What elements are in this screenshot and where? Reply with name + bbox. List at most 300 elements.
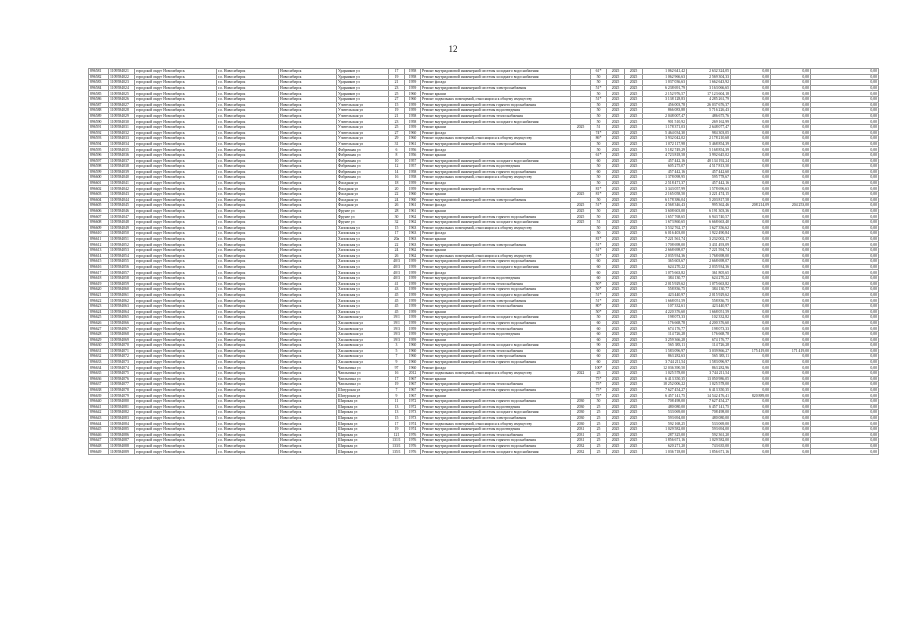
table-cell: 1 062 641,42	[643, 69, 687, 75]
table-cell: 114 726,28	[687, 343, 731, 349]
table-cell: 1 583 096,97	[643, 348, 687, 354]
table-cell: городской округ Новосибирск	[135, 281, 217, 287]
table-cell: 2025	[625, 242, 643, 248]
table-cell: Новосибирск	[279, 393, 337, 399]
table-cell: 1109584044	[109, 197, 135, 203]
table-cell: 0,00	[731, 197, 771, 203]
table-cell: 31	[389, 141, 405, 147]
table-cell: 60	[591, 359, 607, 365]
table-cell: Хасановская ул	[337, 337, 389, 343]
table-cell: Широкая ул	[337, 449, 389, 455]
table-cell: 1109584027	[109, 102, 135, 108]
table-cell: Ремонт внутридомовой инженерной системы электроснабжения	[421, 242, 571, 248]
table-cell: 75*	[591, 387, 607, 393]
table-cell: 0,00	[811, 186, 879, 192]
table-cell: Хилокская ул	[337, 287, 389, 293]
table-cell: 1959	[405, 264, 421, 270]
table-cell: 0,00	[731, 382, 771, 388]
table-cell: 984 303,05	[687, 130, 731, 136]
table-cell: 2025	[625, 225, 643, 231]
table-cell: 21	[389, 80, 405, 86]
table-cell: 2030	[571, 399, 591, 405]
table-cell: 81*	[591, 186, 607, 192]
table-cell: Шатурская ул	[337, 387, 389, 393]
table-cell: 51*	[591, 298, 607, 304]
table-cell: Ремонт внутридомовой инженерной системы горячего водоснабжения	[421, 387, 571, 393]
table-cell: 1109584043	[109, 192, 135, 198]
table-cell: 1957	[405, 164, 421, 170]
table-cell: Новосибирск	[279, 387, 337, 393]
table-cell: 0,00	[771, 421, 811, 427]
table-cell: 0,00	[811, 175, 879, 181]
table-cell: г.о. Новосибирск	[217, 343, 279, 349]
table-cell: 5 464 034,30	[643, 130, 687, 136]
table-cell: Ремонт внутридомовой инженерной системы водоотведения	[421, 108, 571, 114]
table-cell: городской округ Новосибирск	[135, 331, 217, 337]
table-cell: г.о. Новосибирск	[217, 236, 279, 242]
table-cell: городской округ Новосибирск	[135, 432, 217, 438]
table-cell: 674 176,77	[687, 337, 731, 343]
table-cell: Ремонт фасада	[421, 180, 571, 186]
table-cell: Новосибирск	[279, 113, 337, 119]
table-cell: 1109584076	[109, 376, 135, 382]
table-cell: 13	[389, 410, 405, 416]
table-cell: 25	[591, 410, 607, 416]
table-cell: 2025	[625, 214, 643, 220]
table-cell: 0,00	[811, 164, 879, 170]
table-cell: 2025	[625, 331, 643, 337]
table-cell: Новосибирск	[279, 376, 337, 382]
table-cell: 2030	[571, 410, 591, 416]
table-cell: 0,00	[731, 270, 771, 276]
table-cell: городской округ Новосибирск	[135, 242, 217, 248]
table-cell: 6 238 691,79	[643, 85, 687, 91]
table-cell: Ударников ул	[337, 91, 389, 97]
table-cell: 1109584069	[109, 337, 135, 343]
table-cell: Ремонт крыши	[421, 337, 571, 343]
table-cell: г.о. Новосибирск	[217, 85, 279, 91]
table-cell: 0,00	[731, 449, 771, 455]
table-cell: 175 419,00	[731, 348, 771, 354]
table-cell: 2025	[625, 270, 643, 276]
table-cell: 0,00	[771, 119, 811, 125]
table-cell: 896646	[89, 432, 109, 438]
table-cell: 0,00	[731, 415, 771, 421]
table-cell: 1967	[405, 393, 421, 399]
table-cell: 0,00	[731, 275, 771, 281]
table-cell: 8	[389, 152, 405, 158]
table-cell: 61*	[591, 69, 607, 75]
table-cell: 51*	[591, 85, 607, 91]
table-cell: 3 259 366,28	[643, 337, 687, 343]
table-cell: 896623	[89, 303, 109, 309]
table-cell: Хилокская ул	[337, 242, 389, 248]
table-cell: Новосибирск	[279, 248, 337, 254]
table-cell: Фрунзе ул	[337, 214, 389, 220]
table-cell: г.о. Новосибирск	[217, 80, 279, 86]
table-cell: 0,00	[771, 399, 811, 405]
table-cell: 25	[591, 371, 607, 377]
table-cell: 269 162,99	[687, 119, 731, 125]
table-cell: Новосибирск	[279, 348, 337, 354]
table-cell: 896638	[89, 387, 109, 393]
table-cell: 0,00	[811, 326, 879, 332]
table-cell: 0,00	[731, 354, 771, 360]
table-cell: г.о. Новосибирск	[217, 264, 279, 270]
table-cell: 896642	[89, 410, 109, 416]
table-cell: 896635	[89, 371, 109, 377]
table-cell: 2025	[607, 382, 625, 388]
table-cell: 2025	[625, 432, 643, 438]
table-cell: 896582	[89, 74, 109, 80]
table-cell: 1959	[405, 303, 421, 309]
table-cell: 3 343 057,99	[643, 186, 687, 192]
table-cell: 6 178 386,04	[643, 197, 687, 203]
table-cell: Новосибирск	[279, 359, 337, 365]
table-cell: Новосибирск	[279, 410, 337, 416]
table-cell: Новосибирск	[279, 320, 337, 326]
table-cell: Хасановская ул	[337, 343, 389, 349]
table-cell: 0,00	[731, 169, 771, 175]
table-cell: 1109584031	[109, 124, 135, 130]
table-cell: городской округ Новосибирск	[135, 443, 217, 449]
table-cell: 0,00	[811, 298, 879, 304]
table-cell: 896631	[89, 348, 109, 354]
table-cell: 1959	[405, 124, 421, 130]
table-cell: 0,00	[731, 91, 771, 97]
table-cell: г.о. Новосибирск	[217, 108, 279, 114]
table-cell: городской округ Новосибирск	[135, 348, 217, 354]
table-cell: 2025	[625, 387, 643, 393]
table-cell: 45	[389, 298, 405, 304]
table-cell: 1109584060	[109, 287, 135, 293]
table-cell: 0,00	[731, 427, 771, 433]
table-cell: 593 694,00	[687, 427, 731, 433]
table-cell: 0,00	[731, 96, 771, 102]
table-cell: Хилокская ул	[337, 298, 389, 304]
table-cell: 2025	[607, 119, 625, 125]
table-cell: 0,00	[811, 292, 879, 298]
table-cell: 1109584029	[109, 113, 135, 119]
table-cell: 0,00	[811, 410, 879, 416]
table-cell: Ударников ул	[337, 96, 389, 102]
table-cell: 896603	[89, 192, 109, 198]
table-cell: 743 635,00	[687, 443, 731, 449]
table-cell: 896620	[89, 287, 109, 293]
table-cell: 0,00	[771, 136, 811, 142]
table-cell: 624 270,22	[643, 264, 687, 270]
table-cell: 1109584057	[109, 270, 135, 276]
table-cell: Ремонт внутридомовой инженерной системы теплоснабжения	[421, 326, 571, 332]
table-cell: 896595	[89, 147, 109, 153]
table-cell: 45	[389, 292, 405, 298]
table-cell: 0,00	[771, 236, 811, 242]
table-cell: Ремонт внутридомовой инженерной системы холодного водоснабжения	[421, 449, 571, 455]
table-cell: г.о. Новосибирск	[217, 169, 279, 175]
table-cell: 43	[389, 287, 405, 293]
table-cell: 6	[389, 147, 405, 153]
table-cell: 2025	[607, 259, 625, 265]
table-cell: Новосибирск	[279, 371, 337, 377]
table-cell: 0,00	[731, 124, 771, 130]
table-cell: 1109584085	[109, 427, 135, 433]
table-cell: 1 662 643,92	[687, 80, 731, 86]
table-cell: 2025	[607, 136, 625, 142]
table-cell: Новосибирск	[279, 354, 337, 360]
table-cell: Ремонт фасада	[421, 231, 571, 237]
table-cell: 1 036 718,00	[643, 449, 687, 455]
table-cell: 1109584042	[109, 186, 135, 192]
table-cell: 0,00	[811, 270, 879, 276]
table-cell: 1109584058	[109, 275, 135, 281]
table-cell: городской округ Новосибирск	[135, 303, 217, 309]
table-cell: 81*	[591, 236, 607, 242]
table-cell: Новосибирск	[279, 365, 337, 371]
table-cell: 60	[591, 264, 607, 270]
table-cell: 75*	[591, 393, 607, 399]
table-cell: 2025	[625, 130, 643, 136]
table-cell: 2025	[625, 343, 643, 349]
table-cell: 0,00	[811, 147, 879, 153]
table-cell: Учительская ул	[337, 130, 389, 136]
table-cell: 1109584022	[109, 74, 135, 80]
table-cell: Ремонт крыши	[421, 248, 571, 254]
table-cell: городской округ Новосибирск	[135, 85, 217, 91]
table-cell: 2025	[607, 242, 625, 248]
table-cell: городской округ Новосибирск	[135, 175, 217, 181]
table-cell: Новосибирск	[279, 147, 337, 153]
table-cell: 2025	[607, 231, 625, 237]
table-cell: Ремонт внутридомовой инженерной системы горячего водоснабжения	[421, 259, 571, 265]
table-cell: 1960	[405, 197, 421, 203]
table-cell: Ремонт внутридомовой инженерной системы электроснабжения	[421, 141, 571, 147]
table-cell: 1109584045	[109, 203, 135, 209]
table-cell: 896619	[89, 281, 109, 287]
table-cell: 19	[389, 74, 405, 80]
table-cell: Новосибирск	[279, 298, 337, 304]
table-cell: 0,00	[811, 141, 879, 147]
table-cell: городской округ Новосибирск	[135, 225, 217, 231]
table-cell: Ремонт внутридомовой инженерной системы холодного водоснабжения	[421, 119, 571, 125]
table-cell: Новосибирск	[279, 427, 337, 433]
table-cell: 1959	[405, 281, 421, 287]
table-cell: 25	[389, 124, 405, 130]
table-cell: Ремонт крыши	[421, 309, 571, 315]
table-cell: Фабричная ул	[337, 164, 389, 170]
table-cell: 0,00	[771, 147, 811, 153]
table-cell: 0,00	[811, 399, 879, 405]
overhaul-program-table	[88, 68, 879, 455]
table-cell: 0,00	[771, 180, 811, 186]
table-cell: 0,00	[771, 393, 811, 399]
table-cell: 1109584086	[109, 432, 135, 438]
table-cell: 6 457 141,75	[643, 393, 687, 399]
table-cell: 2025	[625, 186, 643, 192]
table-cell: Новосибирск	[279, 80, 337, 86]
table-cell: г.о. Новосибирск	[217, 248, 279, 254]
table-cell: 0,00	[771, 248, 811, 254]
table-cell: Ремонт подвальных помещений, относящихся к общему имуществу	[421, 136, 571, 142]
table-cell: 0,00	[811, 113, 879, 119]
table-cell: Новосибирск	[279, 264, 337, 270]
table-cell: городской округ Новосибирск	[135, 382, 217, 388]
table-cell: 896600	[89, 175, 109, 181]
table-cell: Новосибирск	[279, 443, 337, 449]
table-cell: 2 035 934,36	[643, 253, 687, 259]
table-cell: Новосибирск	[279, 399, 337, 405]
table-cell: Ремонт внутридомовой инженерной системы теплоснабжения	[421, 382, 571, 388]
table-cell: 0,00	[731, 309, 771, 315]
table-cell: 2025	[607, 449, 625, 455]
table-cell: 593 694,00	[643, 415, 687, 421]
table-cell: Новосибирск	[279, 438, 337, 444]
table-cell: городской округ Новосибирск	[135, 354, 217, 360]
table-cell: 2025	[625, 264, 643, 270]
table-cell: 1972	[405, 399, 421, 405]
table-cell: Новосибирск	[279, 220, 337, 226]
table-cell: Ударников ул	[337, 85, 389, 91]
table-cell: 2025	[625, 259, 643, 265]
table-cell: 1109584089	[109, 449, 135, 455]
table-cell: 17	[389, 231, 405, 237]
table-cell: 0,00	[811, 119, 879, 125]
table-cell: 0,00	[811, 365, 879, 371]
table-cell: 2 035 934,36	[687, 264, 731, 270]
table-cell: 2025	[625, 96, 643, 102]
table-cell: г.о. Новосибирск	[217, 203, 279, 209]
table-cell: г.о. Новосибирск	[217, 303, 279, 309]
table-cell: 2032	[571, 443, 591, 449]
table-cell: городской округ Новосибирск	[135, 343, 217, 349]
table-cell: 0,00	[771, 225, 811, 231]
table-cell: 0,00	[811, 91, 879, 97]
table-cell: 1109584066	[109, 320, 135, 326]
table-cell: 3 232 002,17	[687, 236, 731, 242]
table-cell: 1957	[405, 158, 421, 164]
table-cell: 2025	[625, 449, 643, 455]
table-cell: 25	[591, 427, 607, 433]
table-cell: 2025	[625, 365, 643, 371]
table-cell: 0,00	[731, 136, 771, 142]
table-cell: 0,00	[731, 85, 771, 91]
table-cell: 896629	[89, 337, 109, 343]
table-cell: 1956	[405, 152, 421, 158]
table-cell: 896585	[89, 91, 109, 97]
table-cell: 2025	[607, 74, 625, 80]
table-cell: г.о. Новосибирск	[217, 259, 279, 265]
table-cell: г.о. Новосибирск	[217, 387, 279, 393]
table-cell: 2025	[625, 253, 643, 259]
table-cell: г.о. Новосибирск	[217, 410, 279, 416]
table-cell: 0,00	[811, 208, 879, 214]
table-cell: 708 498,00	[687, 410, 731, 416]
table-cell: 2 569 304,33	[687, 74, 731, 80]
table-cell: Учительская ул	[337, 102, 389, 108]
table-cell: Ремонт крыши	[421, 208, 571, 214]
table-cell: 0,00	[811, 281, 879, 287]
table-cell: 866 083,88	[643, 108, 687, 114]
table-cell: городской округ Новосибирск	[135, 376, 217, 382]
table-cell: 2025	[607, 169, 625, 175]
table-cell: 3 992 645,02	[687, 152, 731, 158]
table-cell: 0,00	[811, 421, 879, 427]
table-cell: 365 603,67	[643, 259, 687, 265]
table-cell: г.о. Новосибирск	[217, 415, 279, 421]
table-cell: 61*	[591, 248, 607, 254]
table-cell: 0,00	[811, 74, 879, 80]
table-cell: 0,00	[771, 315, 811, 321]
table-cell: 50	[591, 197, 607, 203]
table-cell: 2025	[571, 192, 591, 198]
table-cell: 0,00	[771, 186, 811, 192]
table-cell: г.о. Новосибирск	[217, 164, 279, 170]
table-cell: г.о. Новосибирск	[217, 298, 279, 304]
table-cell: 2025	[607, 404, 625, 410]
table-cell: городской округ Новосибирск	[135, 410, 217, 416]
table-cell: 1 178 371,03	[643, 124, 687, 130]
table-cell: 0,00	[811, 382, 879, 388]
table-cell: 0,00	[731, 287, 771, 293]
table-cell: 2025	[607, 399, 625, 405]
table-cell: 3 608 603,00	[643, 208, 687, 214]
table-cell: 1109584024	[109, 85, 135, 91]
table-cell: Новосибирск	[279, 270, 337, 276]
table-cell: 0,00	[771, 130, 811, 136]
table-cell: 896605	[89, 203, 109, 209]
table-cell: 50	[591, 180, 607, 186]
table-cell: 0,00	[731, 141, 771, 147]
table-cell: 0,00	[811, 136, 879, 142]
table-cell: г.о. Новосибирск	[217, 309, 279, 315]
table-cell: 896644	[89, 421, 109, 427]
table-cell: 0,00	[771, 214, 811, 220]
table-cell: 1109584036	[109, 152, 135, 158]
table-cell: 2 668 698,07	[643, 248, 687, 254]
table-cell: Ремонт крыши	[421, 376, 571, 382]
table-cell: 60	[591, 169, 607, 175]
table-cell: 1109584025	[109, 91, 135, 97]
table-cell: Хилокская ул	[337, 259, 389, 265]
table-cell: Ремонт внутридомовой инженерной системы электроснабжения	[421, 85, 571, 91]
table-cell: 2025	[607, 80, 625, 86]
table-cell: 1109584078	[109, 387, 135, 393]
table-cell: городской округ Новосибирск	[135, 158, 217, 164]
table-cell: 7 627 454,27	[687, 399, 731, 405]
table-cell: 1961	[405, 203, 421, 209]
table-cell: городской округ Новосибирск	[135, 197, 217, 203]
table-cell: Новосибирск	[279, 309, 337, 315]
table-cell: 50	[591, 399, 607, 405]
table-cell: 1958	[405, 175, 421, 181]
table-cell: 896589	[89, 113, 109, 119]
table-cell: 896610	[89, 231, 109, 237]
table-cell: 2 165 058,50	[643, 192, 687, 198]
table-cell: Чаплыгина ул	[337, 382, 389, 388]
table-cell: 2025	[625, 91, 643, 97]
table-cell: Ремонт крыши	[421, 91, 571, 97]
table-cell: 1109584079	[109, 393, 135, 399]
table-cell: 1960	[405, 130, 421, 136]
table-cell: 0,00	[771, 382, 811, 388]
table-cell: 1109584050	[109, 231, 135, 237]
table-cell: Хилокская ул	[337, 264, 389, 270]
table-cell: 1959	[405, 326, 421, 332]
table-cell: г.о. Новосибирск	[217, 192, 279, 198]
table-cell: 1976	[405, 449, 421, 455]
table-cell: 2025	[607, 320, 625, 326]
table-cell: 2 015 929,62	[643, 281, 687, 287]
table-cell: 5 182 749,29	[643, 147, 687, 153]
